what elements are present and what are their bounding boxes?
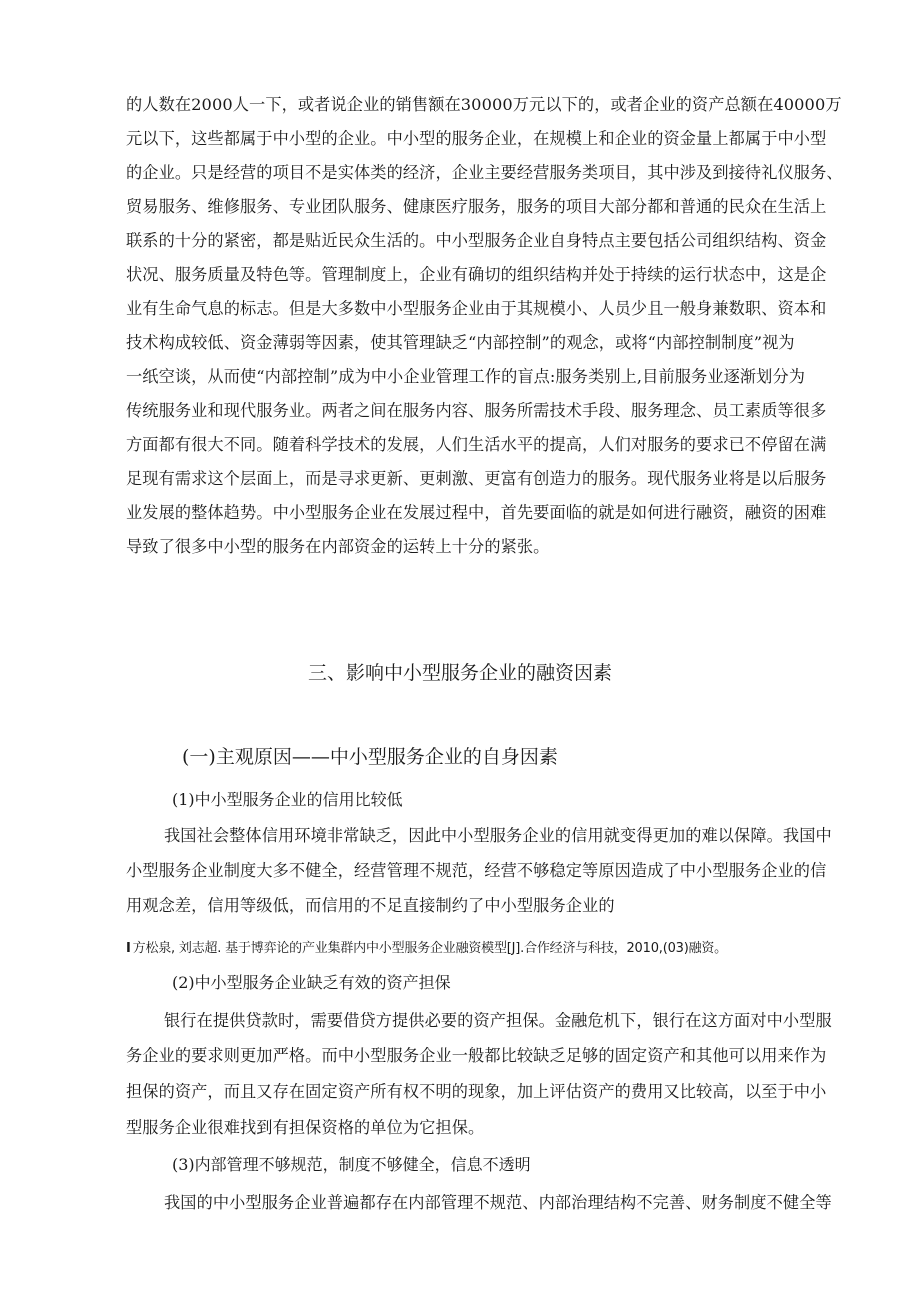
paragraph-line: 方面都有很大不同。随着科学技术的发展，人们生活水平的提高，人们对服务的要求已不停留在满 [126,435,827,454]
item-heading-management: (3)内部管理不够规范，制度不够健全，信息不透明 [172,1155,531,1174]
section-title: 三、影响中小型服务企业的融资因素 [307,662,612,684]
paragraph-line: 我国的中小型服务企业普遍都存在内部管理不规范、内部治理结构不完善、财务制度不健全等 [164,1193,832,1212]
footnote [126,940,727,958]
paragraph-line: 技术构成较低、资金薄弱等因素，使其管理缺乏“内部控制”的观念，或将“内部控制制度”视为 [126,333,795,352]
item-heading-collateral: (2)中小型服务企业缺乏有效的资产担保 [172,973,451,992]
paragraph-line: 担保的资产，而且又存在固定资产所有权不明的现象，加上评估资产的费用又比较高，以至于中小 [126,1082,827,1101]
paragraph-line: 联系的十分的紧密，都是贴近民众生活的。中小型服务企业自身特点主要包括公司组织结构、资金 [126,231,827,250]
paragraph-line: 业有生命气息的标志。但是大多数中小型服务企业由于其规模小、人员少且一般身兼数职、资本和 [126,299,827,318]
paragraph-line: 状况、服务质量及特色等。管理制度上，企业有确切的组织结构并处于持续的运行状态中，这是企 [126,265,827,284]
footnote-text: 方松泉, 刘志超. 基于博弈论的产业集群内中小型服务企业融资模型[J].合作经济与科技，2010,(03)融资。 [132,941,727,956]
paragraph-line: 一纸空谈，从而使“内部控制”成为中小企业管理工作的盲点:服务类别上,目前服务业逐渐划分为 [126,367,806,386]
paragraph-line: 务企业的要求则更加严格。而中小型服务企业一般都比较缺乏足够的固定资产和其他可以用来作为 [126,1046,827,1065]
paragraph-line: 我国社会整体信用环境非常缺乏，因此中小型服务企业的信用就变得更加的难以保障。我国中 [164,826,832,845]
paragraph-line: 的企业。只是经营的项目不是实体类的经济，企业主要经营服务类项目，其中涉及到接待礼仪服务、 [126,163,843,182]
paragraph-line: 元以下，这些都属于中小型的企业。中小型的服务企业，在规模上和企业的资金量上都属于中小型 [126,129,827,148]
paragraph-line: 业发展的整体趋势。中小型服务企业在发展过程中，首先要面临的就是如何进行融资，融资的困难 [126,503,827,522]
paragraph-line: 小型服务企业制度大多不健全，经营管理不规范，经营不够稳定等原因造成了中小型服务企业的信 [126,861,827,880]
item-heading-credit: (1)中小型服务企业的信用比较低 [172,790,403,809]
paragraph-line: 足现有需求这个层面上，而是寻求更新、更刺激、更富有创造力的服务。现代服务业将是以后服务 [126,469,827,488]
paragraph-line: 的人数在2000人一下，或者说企业的销售额在30000万元以下的，或者企业的资产总额在40000万 [126,95,842,114]
subsection-title: (一)主观原因——中小型服务企业的自身因素 [182,746,558,768]
paragraph-line: 传统服务业和现代服务业。两者之间在服务内容、服务所需技术手段、服务理念、员工素质等很多 [126,401,827,420]
paragraph-line: 导致了很多中小型的服务在内部资金的运转上十分的紧张。 [126,537,550,556]
paragraph-line: 型服务企业很难找到有担保资格的单位为它担保。 [126,1118,485,1137]
paragraph-line: 贸易服务、维修服务、专业团队服务、健康医疗服务，服务的项目大部分都和普通的民众在生活上 [126,197,827,216]
footnote-mark: I [126,941,131,956]
paragraph-line: 用观念差，信用等级低，而信用的不足直接制约了中小型服务企业的 [126,896,615,915]
paragraph-line: 银行在提供贷款时，需要借贷方提供必要的资产担保。金融危机下，银行在这方面对中小型服 [164,1011,832,1030]
